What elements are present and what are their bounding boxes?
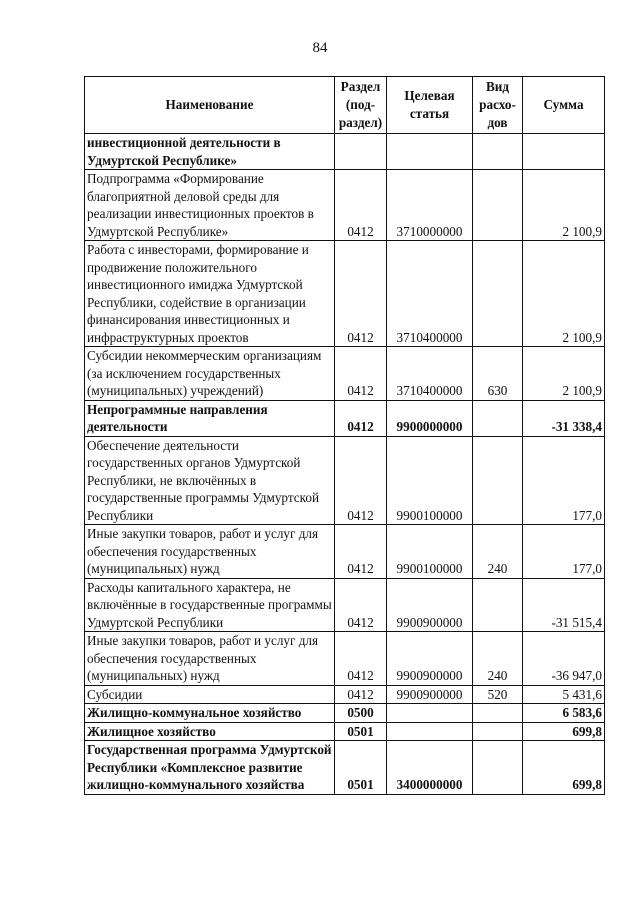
row-section-cell: 0412 [335, 578, 387, 632]
table-row [85, 525, 605, 579]
table-row [85, 578, 605, 632]
row-kind-cell [473, 170, 523, 241]
row-sum-cell: 2 100,9 [523, 241, 605, 347]
table-row [85, 741, 605, 795]
row-section-cell: 0412 [335, 436, 387, 525]
column-header-sum: Сумма [523, 77, 605, 134]
row-target-cell: 9900100000 [387, 525, 473, 579]
column-header-target: Целевая статья [387, 77, 473, 134]
row-section-cell: 0412 [335, 525, 387, 579]
page-number: 84 [312, 40, 328, 56]
table-header-row [85, 77, 605, 134]
row-sum-cell: -31 515,4 [523, 578, 605, 632]
row-name-cell: Обеспечение деятельности государственных органов Удмуртской Республики, не включённых в государственные программы Удмуртской Республики [85, 436, 335, 525]
row-kind-cell: 520 [473, 685, 523, 704]
row-name-cell: инвестиционной деятельности в Удмуртской Республике» [85, 134, 335, 170]
table-row [85, 632, 605, 686]
column-header-name: Наименование [85, 77, 335, 134]
row-section-cell: 0412 [335, 632, 387, 686]
row-target-cell: 3400000000 [387, 741, 473, 795]
row-section-cell: 0501 [335, 722, 387, 741]
row-name-cell: Непрограммные направления деятельности [85, 400, 335, 436]
row-target-cell [387, 704, 473, 723]
row-section-cell: 0500 [335, 704, 387, 723]
budget-table [84, 76, 605, 795]
row-name-cell: Жилищно-коммунальное хозяйство [85, 704, 335, 723]
row-target-cell: 9900900000 [387, 632, 473, 686]
row-target-cell: 3710000000 [387, 170, 473, 241]
row-section-cell [335, 134, 387, 170]
column-header-section: Раздел (под-раздел) [335, 77, 387, 134]
row-target-cell: 9900000000 [387, 400, 473, 436]
table-row [85, 347, 605, 401]
row-name-cell: Иные закупки товаров, работ и услуг для обеспечения государственных (муниципальных) нужд [85, 632, 335, 686]
row-section-cell: 0412 [335, 400, 387, 436]
table-row [85, 685, 605, 704]
table-row [85, 134, 605, 170]
row-kind-cell [473, 741, 523, 795]
row-name-cell: Государственная программа Удмуртской Республики «Комплексное развитие жилищно-коммунального хозяйства [85, 741, 335, 795]
row-sum-cell: 2 100,9 [523, 170, 605, 241]
row-sum-cell: 2 100,9 [523, 347, 605, 401]
table-row [85, 170, 605, 241]
row-sum-cell: 6 583,6 [523, 704, 605, 723]
row-kind-cell [473, 436, 523, 525]
row-section-cell: 0501 [335, 741, 387, 795]
row-sum-cell: 177,0 [523, 436, 605, 525]
row-name-cell: Жилищное хозяйство [85, 722, 335, 741]
table-row [85, 704, 605, 723]
table-row [85, 400, 605, 436]
row-name-cell: Иные закупки товаров, работ и услуг для обеспечения государственных (муниципальных) нужд [85, 525, 335, 579]
row-sum-cell: -31 338,4 [523, 400, 605, 436]
row-name-cell: Субсидии [85, 685, 335, 704]
row-section-cell: 0412 [335, 170, 387, 241]
row-sum-cell: 5 431,6 [523, 685, 605, 704]
row-section-cell: 0412 [335, 685, 387, 704]
row-kind-cell [473, 241, 523, 347]
row-name-cell: Субсидии некоммерческим организациям (за исключением государственных (муниципальных) учреждений) [85, 347, 335, 401]
row-name-cell: Работа с инвесторами, формирование и продвижение положительного инвестиционного имиджа Удмуртской Республики, содействие в организации финансирования инвестиционных и инфраструктурных проектов [85, 241, 335, 347]
row-name-cell: Расходы капитального характера, не включённые в государственные программы Удмуртской Республики [85, 578, 335, 632]
row-kind-cell [473, 704, 523, 723]
row-kind-cell: 240 [473, 525, 523, 579]
row-name-cell: Подпрограмма «Формирование благоприятной деловой среды для реализации инвестиционных проектов в Удмуртской Республике» [85, 170, 335, 241]
row-kind-cell [473, 578, 523, 632]
table-row [85, 436, 605, 525]
row-kind-cell [473, 134, 523, 170]
row-kind-cell: 630 [473, 347, 523, 401]
table-row [85, 241, 605, 347]
row-sum-cell: 177,0 [523, 525, 605, 579]
row-section-cell: 0412 [335, 347, 387, 401]
row-target-cell: 3710400000 [387, 347, 473, 401]
row-target-cell: 9900100000 [387, 436, 473, 525]
row-target-cell: 9900900000 [387, 685, 473, 704]
row-target-cell: 9900900000 [387, 578, 473, 632]
row-kind-cell [473, 722, 523, 741]
row-kind-cell [473, 400, 523, 436]
row-kind-cell: 240 [473, 632, 523, 686]
row-target-cell [387, 722, 473, 741]
column-header-kind: Вид расхо-дов [473, 77, 523, 134]
row-target-cell: 3710400000 [387, 241, 473, 347]
table-row [85, 722, 605, 741]
row-sum-cell: -36 947,0 [523, 632, 605, 686]
row-sum-cell: 699,8 [523, 722, 605, 741]
row-section-cell: 0412 [335, 241, 387, 347]
row-target-cell [387, 134, 473, 170]
row-sum-cell [523, 134, 605, 170]
row-sum-cell: 699,8 [523, 741, 605, 795]
